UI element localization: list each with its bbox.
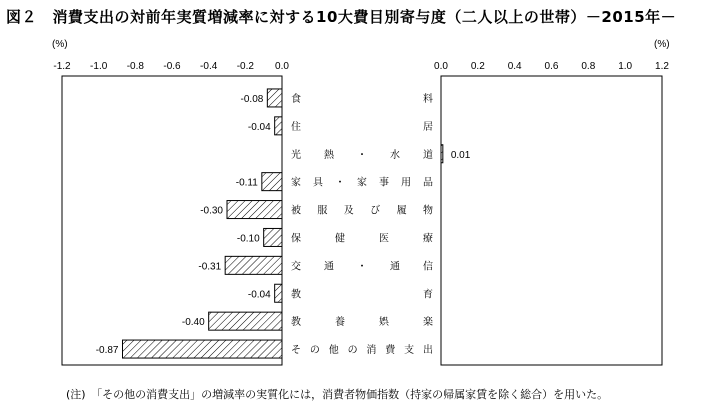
value-label: -0.40 — [181, 317, 205, 329]
category-label-char: 被 — [291, 205, 301, 217]
bar — [441, 145, 443, 163]
right-tick-label: 0.4 — [507, 61, 522, 72]
value-label: -0.11 — [235, 177, 258, 189]
category-label — [291, 231, 433, 244]
left-tick-label: -1.0 — [90, 61, 108, 72]
category-label-char: 光 — [291, 149, 301, 161]
category-label-char: 服 — [317, 205, 328, 217]
category-label-char: 通 — [390, 261, 400, 273]
category-label-char: の — [347, 345, 358, 357]
category-label-char: 消 — [366, 345, 377, 357]
bar — [123, 340, 283, 358]
left-tick-label: -0.2 — [236, 61, 254, 72]
category-label-char: 道 — [423, 149, 433, 161]
left-tick-labels — [53, 61, 289, 72]
category-label — [291, 148, 433, 161]
category-label-char: 楽 — [423, 317, 433, 329]
category-label-char: ・ — [357, 149, 367, 161]
category-label-char: 水 — [390, 149, 400, 161]
right-tick-label: 0.6 — [544, 61, 559, 72]
bars-group — [123, 89, 443, 358]
category-label-char: 食 — [291, 93, 301, 105]
category-label — [291, 259, 433, 272]
category-label-char: 物 — [423, 205, 433, 217]
left-tick-label: -0.4 — [200, 61, 218, 72]
category-label-char: 住 — [291, 121, 301, 133]
category-label-char: 料 — [423, 93, 433, 105]
category-label — [291, 204, 433, 217]
right-unit-label: (%) — [654, 39, 670, 50]
category-label-char: 医 — [379, 233, 389, 245]
category-label-char: の — [309, 345, 320, 357]
category-label-char: 及 — [343, 205, 354, 217]
category-label — [291, 287, 433, 300]
category-label-char: び — [370, 205, 381, 217]
category-label-char: 履 — [396, 205, 407, 217]
value-label: -0.31 — [198, 261, 222, 273]
category-label-char: ・ — [335, 177, 345, 189]
category-label-char: 家 — [357, 177, 367, 189]
category-label — [291, 176, 433, 189]
value-label: -0.08 — [240, 93, 264, 105]
category-label — [291, 121, 433, 133]
category-label-char: 支 — [404, 345, 415, 357]
category-label-char: 信 — [423, 261, 433, 273]
bar — [275, 284, 282, 302]
category-label-char: 健 — [335, 233, 345, 245]
bar — [264, 228, 282, 246]
right-plot-frame — [441, 76, 662, 365]
category-label-char: 費 — [385, 345, 396, 357]
right-tick-labels — [434, 61, 669, 72]
value-label: -0.04 — [247, 289, 271, 301]
category-labels-group — [291, 92, 433, 356]
category-label-char: そ — [291, 345, 301, 357]
category-label-char: 他 — [328, 345, 339, 357]
left-tick-label: -1.2 — [53, 61, 71, 72]
right-tick-label: 1.2 — [655, 61, 669, 72]
right-tick-label: 0.8 — [581, 61, 596, 72]
left-tick-label: -0.6 — [163, 61, 181, 72]
bar — [209, 312, 282, 330]
category-label — [291, 343, 433, 356]
category-label-char: 熱 — [324, 149, 334, 161]
footnote: (注) 「その他の消費支出」の増減率の実質化には，消費者物価指数（持家の帰属家賃を除く総合）を用いた。 — [66, 388, 609, 401]
right-tick-label: 0.2 — [470, 61, 485, 72]
value-label: -0.04 — [247, 121, 271, 133]
value-label: -0.30 — [200, 205, 223, 217]
category-label-char: 娯 — [379, 317, 389, 329]
bar — [262, 173, 282, 191]
right-tick-label: 0.0 — [434, 61, 448, 72]
value-label: -0.87 — [95, 345, 119, 357]
chart-title: 図２ 消費支出の対前年実質増減率に対する10大費目別寄与度（二人以上の世帯）－2015年－ — [6, 8, 677, 26]
category-label-char: 育 — [423, 289, 433, 301]
category-label-char: 出 — [423, 345, 433, 357]
bar — [275, 117, 282, 135]
category-label-char: 交 — [291, 261, 301, 273]
category-label-char: 用 — [401, 177, 411, 189]
category-label-char: 品 — [423, 177, 433, 189]
category-label-char: 教 — [291, 289, 301, 301]
category-label-char: 具 — [313, 177, 323, 189]
category-label-char: 事 — [379, 177, 389, 189]
category-label — [291, 92, 433, 105]
value-labels-group — [96, 94, 471, 356]
category-label-char: 通 — [324, 261, 334, 273]
category-label-char: 居 — [423, 121, 433, 133]
left-unit-label: (%) — [52, 39, 68, 50]
category-label-char: 家 — [291, 177, 301, 189]
category-label — [291, 315, 433, 328]
right-tick-label: 1.0 — [618, 61, 633, 72]
bar — [267, 89, 282, 107]
category-label-char: 療 — [423, 233, 433, 245]
category-label-char: 養 — [335, 317, 345, 329]
category-label-char: 教 — [291, 317, 301, 329]
value-label: 0.01 — [450, 149, 471, 161]
left-tick-label: -0.8 — [126, 61, 144, 72]
category-label-char: 保 — [291, 233, 301, 245]
left-tick-label: 0.0 — [275, 61, 289, 72]
category-label-char: ・ — [357, 261, 367, 273]
bar — [225, 256, 282, 274]
bar — [227, 201, 282, 219]
value-label: -0.10 — [236, 233, 260, 245]
